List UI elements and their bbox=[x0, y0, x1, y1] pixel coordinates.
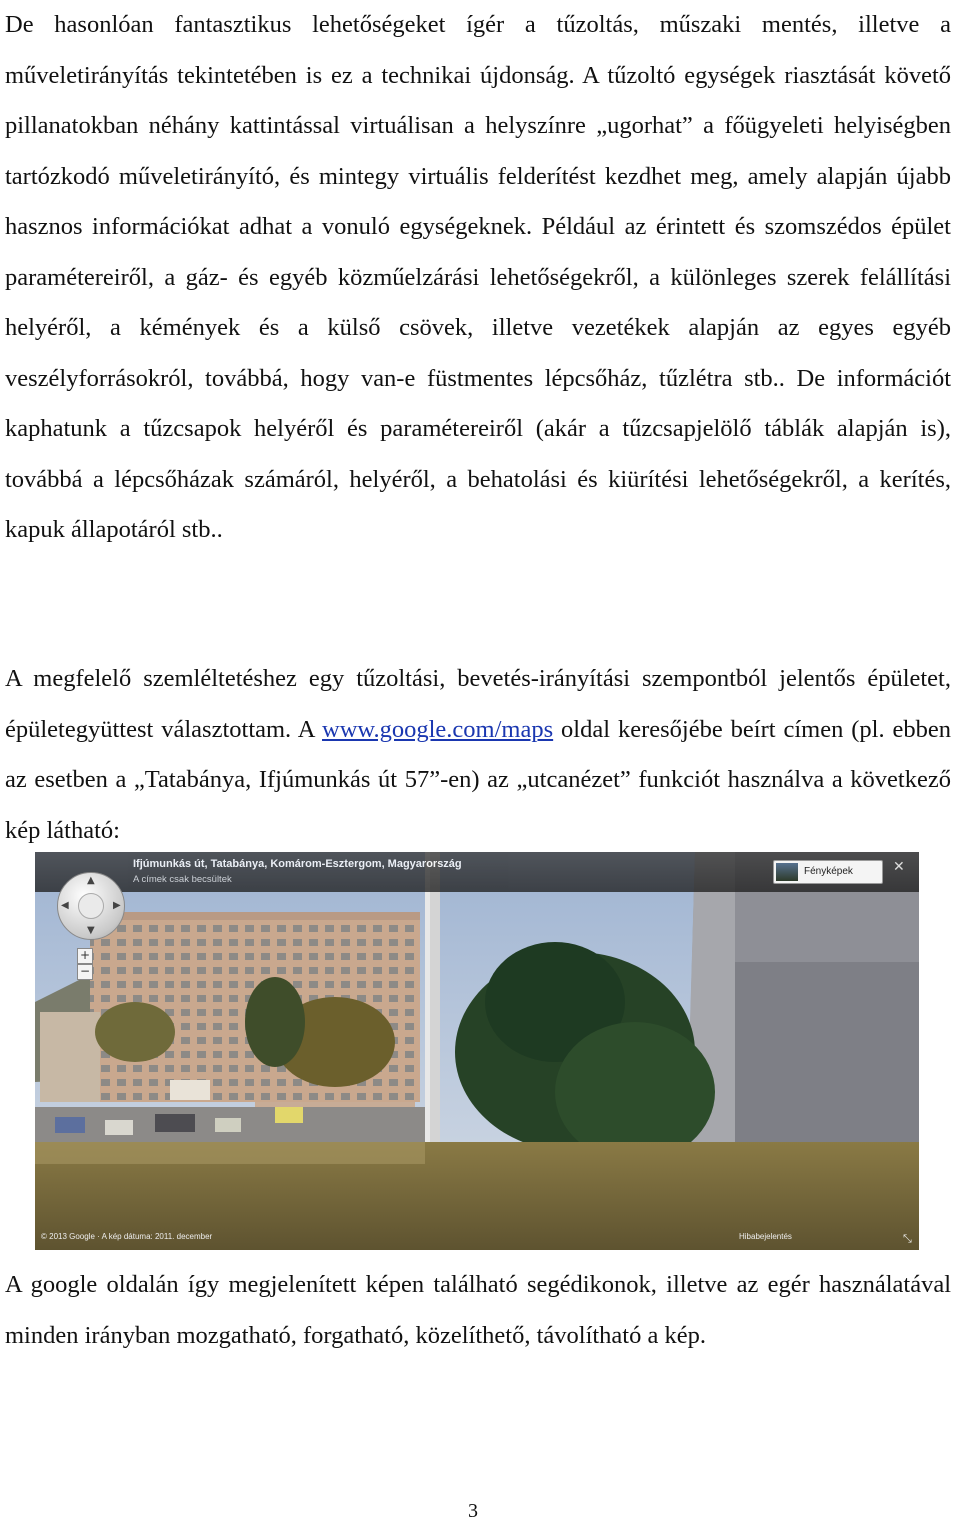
location-title: Ifjúmunkás út, Tatabánya, Komárom-Esztergom, Magyarország bbox=[133, 858, 462, 870]
paragraph-text-start: A megfelelő szemléltetéshez egy tűzoltási, bevetés-irányítási szempontból jelentős épületet, épületegyüttest választottam. A bbox=[5, 665, 951, 743]
pan-left-icon[interactable]: ◀ bbox=[61, 900, 69, 911]
pan-control[interactable] bbox=[57, 872, 125, 940]
photos-button[interactable] bbox=[773, 860, 883, 884]
location-subtitle: A címek csak becsültek bbox=[133, 874, 232, 885]
compass-center-icon bbox=[78, 893, 104, 919]
close-icon[interactable]: ✕ bbox=[893, 859, 905, 875]
page-number: 3 bbox=[468, 1500, 478, 1522]
intro-paragraph bbox=[5, 0, 951, 556]
paragraph-text bbox=[5, 654, 951, 856]
expand-icon[interactable]: ⤡ bbox=[903, 1232, 912, 1245]
google-maps-link[interactable]: www.google.com/maps bbox=[322, 715, 554, 743]
photo-thumbnail bbox=[776, 863, 798, 881]
pan-right-icon[interactable]: ▶ bbox=[113, 900, 121, 911]
street-scene-image bbox=[35, 852, 919, 1250]
paragraph-text: A google oldalán így megjelenített képen található segédikonok, illetve az egér használatával minden irányban mozgatható, forgatható, közelíthető, távolítható a kép. bbox=[5, 1271, 951, 1349]
copyright-text: © 2013 Google · A kép dátuma: 2011. december bbox=[41, 1232, 213, 1241]
photos-label: Fényképek bbox=[804, 866, 853, 877]
pan-up-icon[interactable]: ▲ bbox=[87, 875, 95, 886]
zoom-out-button[interactable]: − bbox=[77, 964, 93, 980]
street-view-screenshot bbox=[35, 852, 919, 1250]
report-problem-link[interactable]: Hibabejelentés bbox=[739, 1232, 792, 1241]
paragraph-text: De hasonlóan fantasztikus lehetőségeket ígér a tűzoltás, műszaki mentés, illetve a műveletirányítás tekintetében is ez a technikai újdonság. A tűzoltó egységek riasztását követő pillanatokban néhány kattintással virtuálisan a helyszínre „ugorhat” a főügyeleti helyiségben tartózkodó műveletirányító, és mintegy virtuális felderítést kezdhet meg, amely alapján újabb hasznos információkat adhat a vonuló egységeknek. Például az érintett és szomszédos épület paramétereiről, a gáz- és egyéb közműelzárási lehetőségekről, a különleges szerek felállítási helyéről, a kémények és a külső csövek, illetve vezetékek alapján az egyes egyéb veszélyforrásokról, továbbá, hogy van-e füstmentes lépcsőház, tűzlétra stb.. De információt kaphatunk a tűzcsapok helyéről és paramétereiről (akár a tűzcsapjelölő táblák alapján is), továbbá a lépcsőházak számáról, helyéről, a behatolási és kiürítési lehetőségekről, a kerítés, kapuk állapotáról stb.. bbox=[5, 11, 951, 543]
closing-paragraph bbox=[5, 1260, 951, 1361]
paragraph-text-end: oldal keresőjébe beírt címen (pl. ebben az esetben a „Tatabánya, Ifjúmunkás út 57”-en) az „utcanézet” funkciót használva a következő kép látható: bbox=[5, 715, 951, 844]
zoom-in-button[interactable]: + bbox=[77, 948, 93, 964]
pan-down-icon[interactable]: ▼ bbox=[87, 925, 95, 936]
selection-paragraph bbox=[5, 654, 951, 856]
